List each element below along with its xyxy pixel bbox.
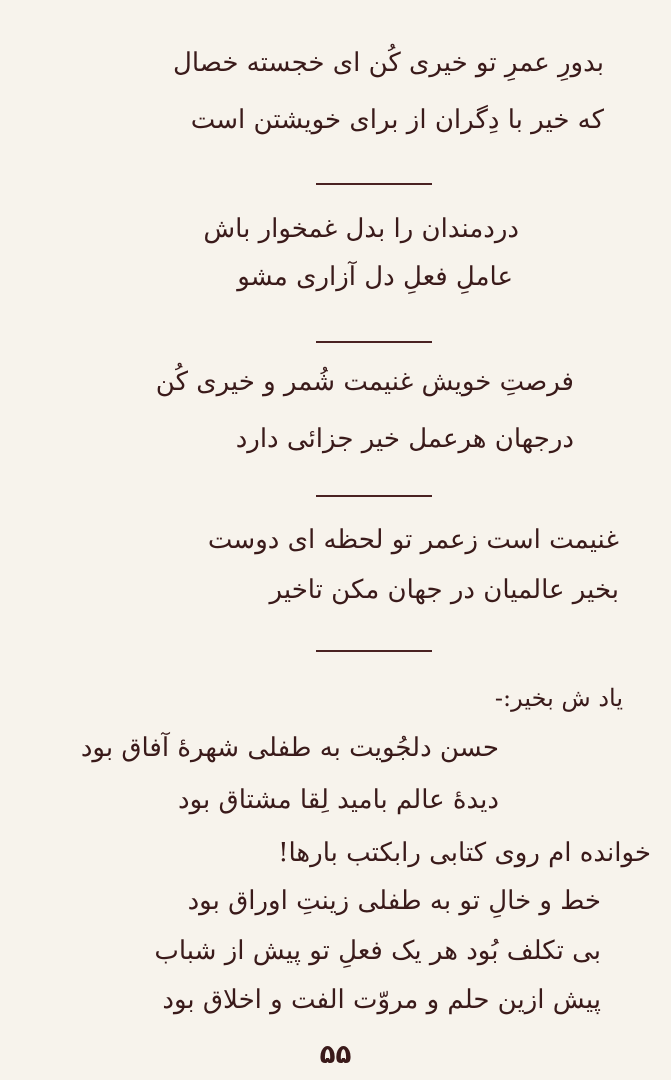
page-number: ۵۵ [319,1040,352,1070]
verse-line: بدورِ عمرِ تو خیری کُن ای خجسته خصال [172,48,604,78]
divider-rule [316,341,432,343]
poem-line: بی تکلف بُود هر یک فعلِ تو پیش از شباب [154,936,601,966]
verse-line: فرصتِ خویش غنیمت شُمر و خیری کُن [155,367,574,397]
divider-rule [316,650,432,652]
verse-line: عاملِ فعلِ دل آزاری مشو [237,262,513,292]
verse-line: بخیر عالمیان در جهان مکن تاخیر [269,575,619,605]
poem-line: خط و خالِ تو به طفلی زینتِ اوراق بود [187,886,601,916]
verse-line: غنیمت است زعمر تو لحظه ای دوست [207,525,619,555]
divider-rule [316,495,432,497]
poem-line: پیش ازین حلم و مروّت الفت و اخلاق بود [162,985,601,1015]
poem-line: حسن دلجُویت به طفلی شهرهٔ آفاق بود [80,733,499,763]
verse-line: دردمندان را بدل غمخوار باش [203,214,519,244]
divider-rule [316,183,432,185]
poem-line: خوانده ام روی کتابی رابکتب بارها! [278,838,651,868]
verse-line: که خیر با دِگران از برای خویشتن است [190,105,604,135]
section-heading: یاد ش بخیر:- [494,684,623,712]
verse-line: درجهان هرعمل خیر جزائی دارد [235,424,574,454]
poem-line: دیدهٔ عالم بامید لِقا مشتاق بود [178,785,499,815]
